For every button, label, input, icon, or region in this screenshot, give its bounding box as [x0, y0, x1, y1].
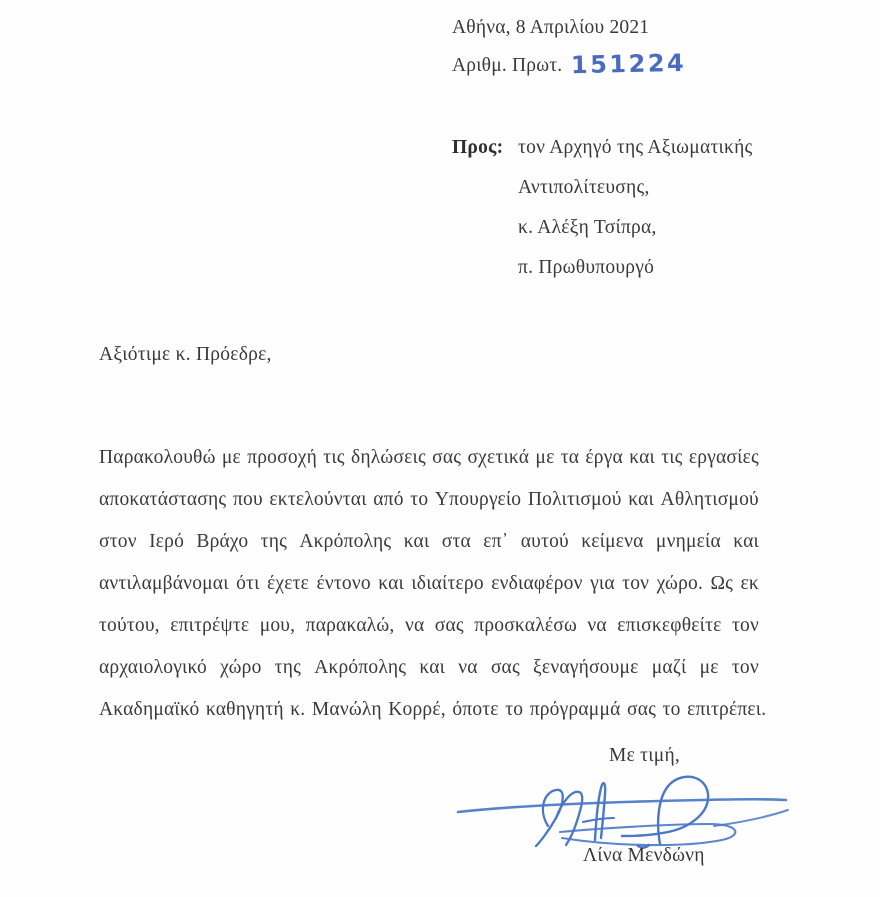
signer-name: Λίνα Μενδώνη [583, 845, 705, 866]
body-word: σχετικά [467, 447, 530, 468]
recipient-row [452, 168, 852, 208]
recipient-line-3: κ. Αλέξη Τσίπρα, [518, 217, 657, 238]
recipient-line-1: τον Αρχηγό της Αξιωματικής [518, 137, 753, 158]
body-word: αποκατάστασης [99, 489, 227, 510]
protocol-line [452, 49, 852, 80]
body-word: Ακρόπολης [299, 531, 392, 552]
recipient-label: Προς: [452, 137, 504, 158]
body-word: αυτού [520, 531, 569, 552]
body-word: Ιερό [149, 531, 185, 552]
body-word: στον [99, 531, 137, 552]
body-word: αντιλαμβάνομαι [99, 573, 229, 594]
body-word: προσοχή [247, 447, 318, 468]
body-word: Μανώλη [311, 699, 382, 720]
body-word: να [587, 615, 607, 636]
body-word: ξεναγήσουμε [533, 657, 639, 678]
body-word: όποτε [452, 699, 499, 720]
body-word: ενδιαφέρον [491, 573, 583, 594]
body-word: Κορρέ, [388, 699, 446, 720]
body-word: με [221, 447, 241, 468]
body-line-5 [99, 605, 759, 647]
body-word: τις [661, 447, 683, 468]
body-word: εκ [740, 573, 759, 594]
body-word: και [378, 573, 404, 594]
body-word: σας [434, 615, 464, 636]
valediction: Με τιμή, [609, 745, 681, 766]
body-word: τον [622, 573, 650, 594]
body-word: Πολιτισμού [527, 489, 622, 510]
body-word: εργασίες [688, 447, 759, 468]
body-word: τον [731, 657, 759, 678]
date-line: Αθήνα, 8 Απριλίου 2021 [452, 17, 650, 38]
body-word: Ακρόπολης [314, 657, 407, 678]
recipient-line-4: π. Πρωθυπουργό [518, 257, 655, 278]
body-word: προσκαλέσω [474, 615, 577, 636]
body-word: το [410, 489, 429, 510]
salutation: Αξιότιμε κ. Πρόεδρε, [99, 344, 272, 365]
body-word: σας [432, 447, 462, 468]
signature-image [452, 766, 792, 852]
body-word: επιτρέψτε [170, 615, 250, 636]
body-word: να [458, 657, 478, 678]
body-word: τα [560, 447, 580, 468]
body-word: για [590, 573, 615, 594]
body-word: πρόγραμμά [529, 699, 621, 720]
body-word: στα [441, 531, 471, 552]
body-word: τον [731, 615, 759, 636]
body-word: χώρο. [656, 573, 704, 594]
body-word: επ᾽ [483, 531, 509, 552]
protocol-label: Αριθμ. Πρωτ. [452, 55, 563, 77]
body-word: μου, [259, 615, 296, 636]
body-word: εκτελούνται [269, 489, 367, 510]
body-word: και [628, 489, 654, 510]
body-word: Βράχο [196, 531, 249, 552]
body-line-4 [99, 563, 759, 605]
body-word: Ακαδημαϊκό [99, 699, 200, 720]
body-word: έχετε [266, 573, 310, 594]
body-word: το [662, 699, 681, 720]
body-word: δηλώσεις [350, 447, 426, 468]
body-word: έργα [585, 447, 623, 468]
body-line-6 [99, 647, 759, 689]
body-word: τις [323, 447, 345, 468]
body-word: από [373, 489, 404, 510]
body-word: και [629, 447, 655, 468]
body-word: παρακαλώ, [305, 615, 395, 636]
body-word: χώρο [220, 657, 262, 678]
body-word: αρχαιολογικό [99, 657, 208, 678]
body-word: επισκεφθείτε [617, 615, 722, 636]
body-word: της [260, 531, 288, 552]
recipient-row [452, 128, 852, 168]
body-word: το [505, 699, 524, 720]
body-line-2 [99, 479, 759, 521]
body-word: που [232, 489, 263, 510]
body-word: Υπουργείο [434, 489, 522, 510]
recipient-row [452, 208, 852, 248]
body-word: έντονο [316, 573, 371, 594]
body-word: Παρακολουθώ [99, 447, 216, 468]
body-word: σας [627, 699, 657, 720]
body-word: κείμενα [581, 531, 644, 552]
body-word: μαζί [651, 657, 687, 678]
recipient-row [452, 248, 852, 288]
body-word: Ως [710, 573, 734, 594]
protocol-number-handwritten: 151224 [571, 49, 687, 80]
body-word: Αθλητισμού [660, 489, 759, 510]
letter-header [452, 17, 852, 80]
body-paragraph [99, 437, 767, 731]
recipient-line-2: Αντιπολίτευσης, [518, 177, 650, 198]
body-word: και [733, 531, 759, 552]
body-line-3 [99, 521, 759, 563]
body-word: σας [490, 657, 520, 678]
body-word: και [403, 531, 430, 552]
body-word: κ. [290, 699, 306, 720]
body-word: καθηγητή [205, 699, 284, 720]
body-word: με [535, 447, 555, 468]
recipient-block [452, 128, 852, 288]
body-word: τούτου, [99, 615, 160, 636]
body-line-1 [99, 437, 759, 479]
body-word: και [419, 657, 446, 678]
body-line-7 [99, 689, 767, 731]
body-word: να [404, 615, 425, 636]
body-word: ιδιαίτερο [411, 573, 484, 594]
body-word: με [699, 657, 719, 678]
body-word: της [274, 657, 302, 678]
body-word: επιτρέπει. [687, 699, 767, 720]
body-word: ότι [236, 573, 260, 594]
body-word: μνημεία [655, 531, 721, 552]
